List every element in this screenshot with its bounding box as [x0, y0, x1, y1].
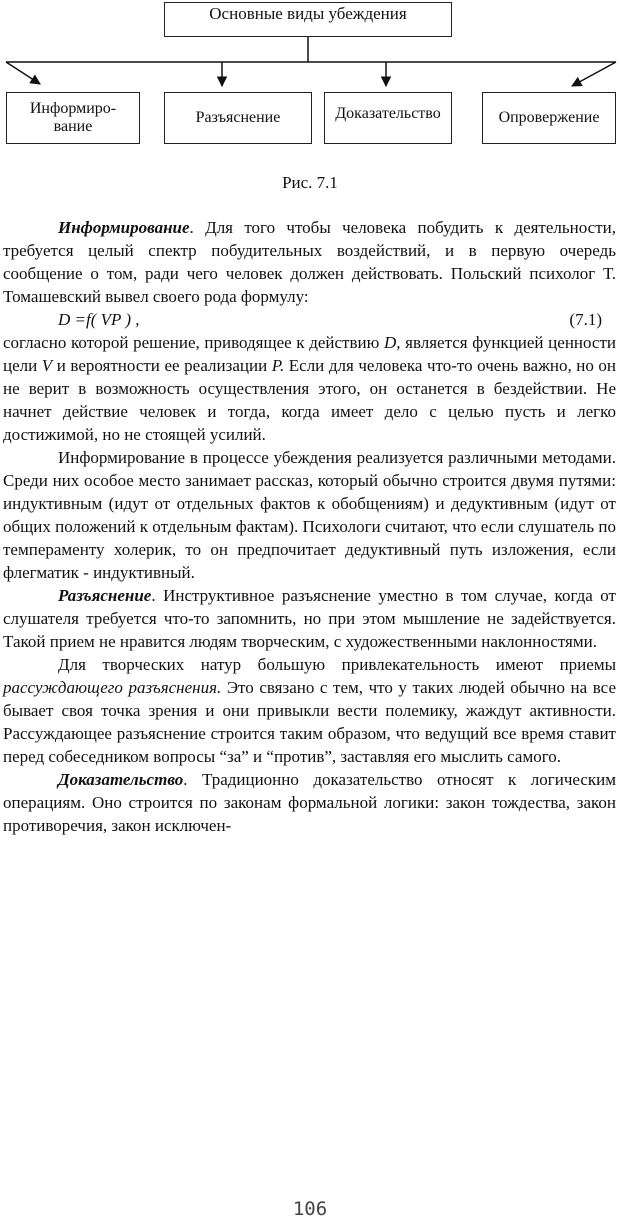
text-span: является функцией ценности цели [3, 333, 617, 375]
diagram [0, 0, 620, 160]
diagram-child-label: Опровержение [498, 109, 600, 126]
diagram-root-box [164, 2, 452, 37]
diagram-root-label: Основные виды убеждения [209, 4, 407, 23]
emphasis-reasoning: рассуждающего разъяснения. [3, 678, 222, 697]
diagram-box-informing [6, 92, 140, 144]
formula-number: (7.1) [569, 310, 602, 329]
formula-expression: D =f( VP ) , [58, 310, 140, 329]
var-d: D, [383, 333, 401, 352]
paragraph-text: . Традиционно доказательство относят к логическим операциям. Оно строится по законам формальной логики: закон тождества, закон противоречия, закон исключен- [3, 770, 616, 835]
term-informing: Информирование [58, 218, 190, 237]
figure-caption: Рис. 7.1 [282, 173, 338, 192]
term-proof: Доказательство [58, 770, 184, 789]
diagram-box-refutation [482, 92, 616, 144]
diagram-child-label: Доказательство [335, 105, 441, 122]
diagram-child-label: Информиро- вание [29, 100, 117, 135]
var-v: V [41, 356, 53, 375]
text-span: Если для человека что-то очень важно, но он не верит в возможность осуществления этого, он останется в бездействии. Не начнет действие человек и тогда, когда имеет дело с целью пусть и легко достижимой, но не стоящей усилий. [3, 356, 617, 444]
text-span: Это связано с тем, что у таких людей обычно на все бывает своя точка зрения и они привыкли вести полемику, жаждут активности. Рассуждающее разъяснение строится таким образом, что ведущий все время ставит перед собеседником вопросы “за” и “против”, заставляя его мыслить самого. [3, 678, 616, 766]
body-text [3, 216, 616, 837]
paragraph-reasoning [3, 653, 616, 768]
paragraph-text: . Инструктивное разъяснение уместно в том случае, когда от слушателя требуется что-то запомнить, но при этом мышление не задействуется. Такой прием не нравится людям творческим, с художественными наклонностями. [3, 586, 616, 651]
paragraph-formula-explanation [3, 331, 616, 446]
text-span: согласно которой решение, приводящее к действию [3, 333, 384, 352]
text-span: и вероятности ее реализации [52, 356, 272, 375]
formula [3, 308, 616, 331]
diagram-box-explanation [164, 92, 312, 144]
paragraph-methods: Информирование в процессе убеждения реализуется различными методами. Среди них особое место занимает рассказ, который обычно строится двумя путями: индуктивным (идут от отдельных фактов к обобщениям) и дедуктивным (идут от общих положений к отдельным фактам). Психологи считают, что если слушатель по темпераменту холерик, то он предпочитает дедуктивный путь изложения, если флегматик - индуктивный. [3, 448, 616, 582]
page-number: 106 [292, 1198, 328, 1220]
paragraph-text: . Для того чтобы человека побудить к деятельности, требуется целый спектр побудительных воздействий, и в первую очередь сообщение о том, ради чего человек должен действовать. Польский психолог Т. Томашевский вывел своего рода формулу: [3, 218, 616, 306]
var-p: P. [271, 356, 285, 375]
diagram-box-proof [324, 92, 452, 144]
paragraph-informing [3, 216, 616, 308]
diagram-child-label: Разъяснение [195, 109, 281, 126]
text-span: Для творческих натур большую привлекательность имеют приемы [58, 655, 616, 674]
paragraph-proof [3, 768, 616, 837]
paragraph-explanation [3, 584, 616, 653]
term-explanation: Разъяснение [58, 586, 152, 605]
